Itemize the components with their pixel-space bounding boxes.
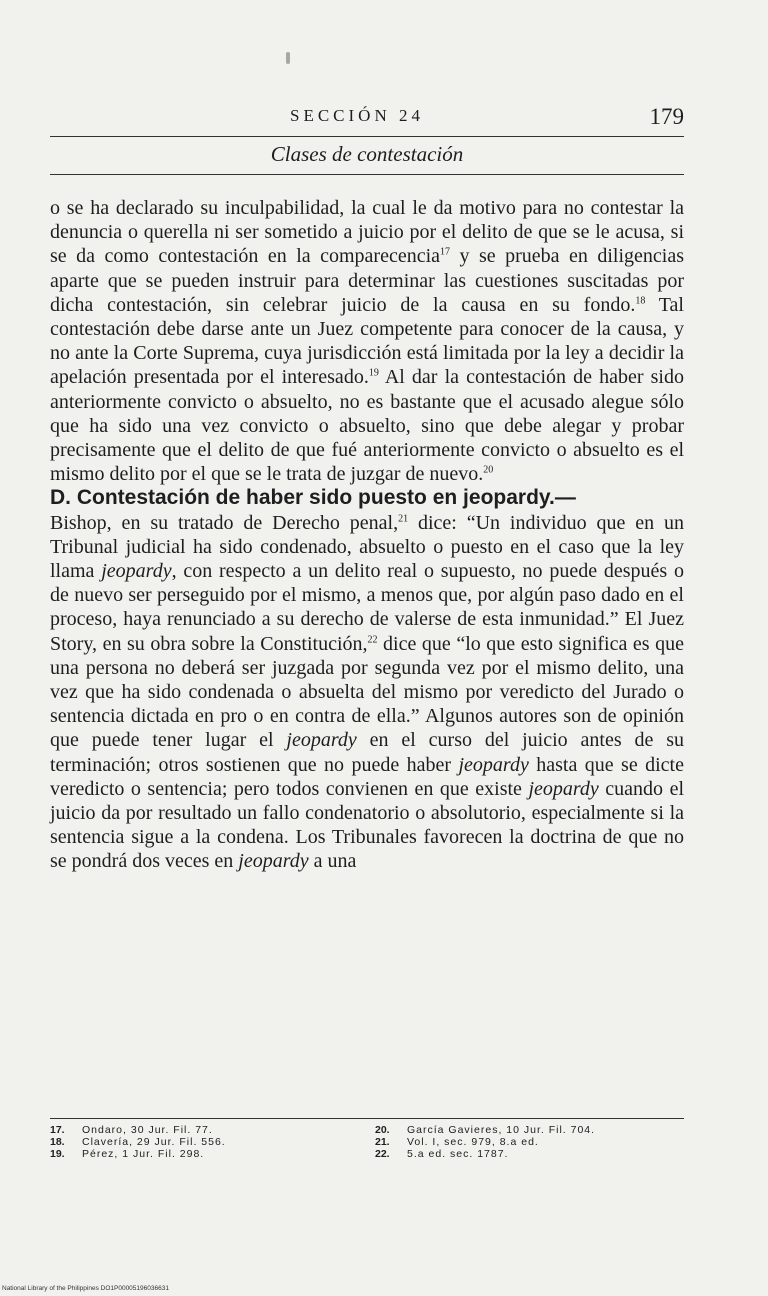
section-heading: D. Contestación de haber sido puesto en jeopardy.—: [50, 486, 576, 510]
footnote-ref: 22: [367, 634, 378, 645]
footnote-ref: 17: [440, 246, 451, 258]
section-label: SECCIÓN 24: [290, 106, 424, 125]
paragraph-1: o se ha declarado su inculpabilidad, la cual le da motivo para no contestar la denuncia o querella ni ser sometido a juicio por el delito de que se le acusa, si se da como contestación en la comparecencia$^{17}$ y se prueba en diligencias aparte que se pueden instruir para determinar las cuestiones suscitadas por dicha contestación, sin celebrar juicio de la causa en su fondo.$^{18}$ Tal contestación debe darse ante un Juez competente para conocer de la causa, y no ante la Corte Suprema, cuya jurisdicción está limitada por la ley a decidir la apelación presentada por el interesado.$^{19}$ Al dar la contestación de haber sido anteriormente convicto o absuelto, no es bastante que el acusado alegue sólo que ha sido una vez convicto o absuelto, sino que debe alegar y probar precisamente que el delito de que fué anteriormente convicto o absuelto es el mismo delito por el que se le trata de juzgar de nuevo.$^{20}$: [50, 197, 685, 486]
footnote-ref: 19: [368, 367, 379, 379]
footnote: 22. 5.a ed. sec. 1787.: [375, 1148, 509, 1160]
footnote: 18. Clavería, 29 Jur. Fil. 556.: [50, 1136, 226, 1148]
footnote: 20. García Gavieres, 10 Jur. Fil. 704.: [375, 1124, 596, 1136]
header-rule-bottom: [50, 174, 684, 175]
footnote: 21. Vol. I, sec. 979, 8.a ed.: [375, 1136, 539, 1148]
footnote: 19. Pérez, 1 Jur. Fil. 298.: [50, 1148, 205, 1160]
scan-speck: [286, 52, 290, 64]
footnotes-left: [50, 1124, 350, 1160]
footnote: 17. Ondaro, 30 Jur. Fil. 77.: [50, 1124, 213, 1136]
footnotes-right: [375, 1124, 675, 1160]
running-head: [50, 104, 688, 138]
footnote-ref: 20: [483, 464, 494, 476]
scan-credit: National Library of the Philippines DO1P00005196036631: [2, 1285, 169, 1292]
footnote-ref: 18: [635, 295, 646, 307]
header-rule-top: [50, 136, 684, 137]
body-text: [50, 196, 684, 874]
page-number: 179: [649, 104, 684, 129]
footnote-ref: 21: [398, 512, 409, 524]
footnote-rule: [50, 1118, 684, 1119]
page-subtitle: Clases de contestación: [270, 142, 464, 166]
paragraph-2: D. Contestación de haber sido puesto en jeopardy.— Bishop, en su tratado de Derecho penal,$^{21}$ dice: “Un individuo que en un Tribunal judicial ha sido condenado, absuelto o puesto en el caso que la ley llama jeopardy, con respecto a un delito real o supuesto, no puede después o de nuevo ser perseguido por el mismo, a menos que, por algún paso dado en el proceso, haya renunciado a su derecho de valerse de esta inmunidad.” El Juez Story, en su obra sobre la Constitución,$^{22}$ dice que “lo que esto significa es que una persona no deberá ser juzgada por segunda vez por el mismo delito, una vez que ha sido condenada o absuelta del mismo por veredicto del Jurado o sentencia dictada en pro o en contra de ella.” Algunos autores son de opinión que puede tener lugar el jeopardy en el curso del juicio antes de su terminación; otros sostienen que no puede haber jeopardy hasta que se dicte veredicto o sentencia; pero todos convienen en que existe jeopardy cuando el juicio da por resultado un fallo condenatorio o absolutorio, especialmente si la sentencia sigue a la condena. Los Tribunales favorecen la doctrina de que no se pondrá dos veces en jeopardy a una: [50, 486, 685, 873]
